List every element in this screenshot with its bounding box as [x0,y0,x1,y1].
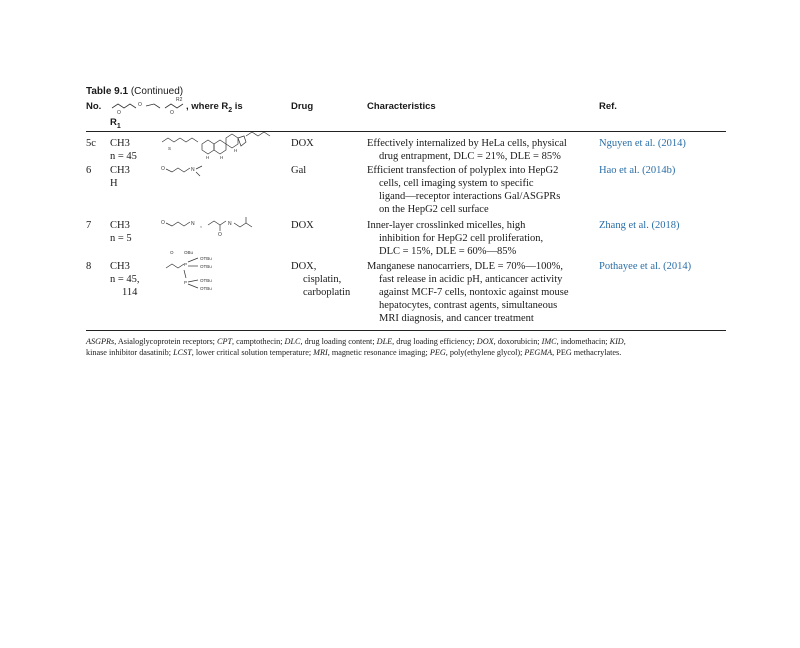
header-no: No. [86,101,102,112]
footnote-abbreviation: DLE [376,337,393,346]
table-continued: (Continued) [130,86,184,97]
svg-text:H: H [220,155,224,160]
footnote-definition: , camptothecin; [232,337,285,346]
header-drug: Drug [291,101,314,112]
svg-text:OTBu: OTBu [200,286,212,291]
svg-text:H: H [206,155,210,160]
svg-text:O: O [161,220,165,226]
row-ref[interactable]: Zhang et al. (2018) [599,220,680,231]
svg-text:N: N [228,221,232,227]
row-drug: DOX, cisplatin, carboplatin [291,261,351,298]
footnote-line [86,347,726,358]
footnote-abbreviation: IMC [541,337,557,346]
header-ref: Ref. [599,101,617,112]
row-ref[interactable]: Nguyen et al. (2014) [599,138,686,149]
svg-text:OBu: OBu [184,250,194,255]
table-footnote [86,336,726,358]
row-no: 7 [86,220,92,231]
footnote-definition: , lower critical solution temperature; [191,348,314,357]
footnote-abbreviation: DLC [284,337,301,346]
header-characteristics: Characteristics [367,101,436,112]
footnote-definition: , Asialoglycoprotein receptors; [114,337,217,346]
footnote-abbreviation: CPT [216,337,233,346]
row-r1: CH3 n = 5 [110,220,132,244]
row-r1: CH3 H [110,165,130,189]
row-no: 6 [86,165,92,176]
footnote-definition: kinase inhibitor dasatinib; [86,348,174,357]
svg-text:H: H [234,148,238,153]
svg-text:O: O [161,166,165,172]
row-characteristics: Manganese nanocarriers, DLE = 70%—100%, fast release in acidic pH, anticancer activity against MCF-7 cells, nontoxic against mouse hepatocytes, contrast agents, simultaneous MRI diagnosis, and cancer treatment [367,261,569,324]
header-structure-icon [110,96,190,116]
footnote-definition: , doxorubicin; [493,337,542,346]
svg-text:N: N [191,167,195,173]
svg-text:O: O [138,102,142,108]
footnote-line [86,336,726,347]
amide-structure-icon [160,213,270,237]
footnote-definition: , poly(ethylene glycol); [445,348,525,357]
footnote-abbreviation: DOX [476,337,494,346]
svg-text:OTBu: OTBu [200,264,212,269]
steroid-structure-icon [160,130,280,160]
footnote-definition: , drug loading content; [300,337,377,346]
row-characteristics: Effectively internalized by HeLa cells, physical drug entrapment, DLC = 21%, DLE = 85% [367,138,567,162]
footnote-abbreviation: LCST [173,348,192,357]
svg-text:,: , [200,222,202,229]
row-no: 5c [86,138,96,149]
svg-text:P: P [184,280,188,285]
row-r1: CH3 n = 45, 114 [110,261,140,298]
footnote-definition: , [623,337,626,346]
header-structure: , where $R_2$ is [186,101,243,114]
svg-text:R2: R2 [176,97,183,103]
row-r1: CH3 n = 45 [110,138,137,162]
row-ref[interactable]: Pothayee et al. (2014) [599,261,692,272]
row-no: 8 [86,261,92,272]
svg-text:O: O [170,110,174,116]
svg-text:O: O [117,110,121,116]
footnote-abbreviation: PEG [429,348,446,357]
footnote-definition: , PEG methacrylates. [552,348,622,357]
svg-text:N: N [191,221,195,227]
footnote-abbreviation: KID [609,337,624,346]
footnote-definition: , magnetic resonance imaging; [327,348,430,357]
table-bottom-rule [86,330,726,331]
svg-text:P: P [184,262,188,267]
phosphonate-structure-icon [164,250,244,290]
table-label: Table 9.1 [86,86,129,97]
row-drug: Gal [291,165,307,176]
row-drug: DOX [291,138,314,149]
footnote-definition: , indomethacin; [556,337,610,346]
row-ref[interactable]: Hao et al. (2014b) [599,165,676,176]
footnote-definition: , drug loading efficiency; [392,337,477,346]
row-drug: DOX [291,220,314,231]
svg-text:S: S [168,146,172,151]
row-characteristics: Inner-layer crosslinked micelles, high inhibition for HepG2 cell proliferation, DLC = 15%, DLE = 60%—85% [367,220,544,257]
row-characteristics: Efficient transfection of polyplex into HepG2 cells, cell imaging system to specific ligand—receptor interactions Gal/ASGPRs on the HepG2 cell surface [367,165,561,215]
header-r1: $R_1$ [110,117,121,130]
svg-text:O: O [218,232,222,238]
svg-text:O: O [170,250,174,255]
svg-text:OTBu: OTBu [200,256,212,261]
svg-text:OTBu: OTBu [200,278,212,283]
footnote-abbreviation: PEGMA [524,348,553,357]
footnote-abbreviation: MRI [313,348,328,357]
amine-structure-icon [160,160,220,180]
footnote-abbreviation: ASGPRs [86,337,115,346]
